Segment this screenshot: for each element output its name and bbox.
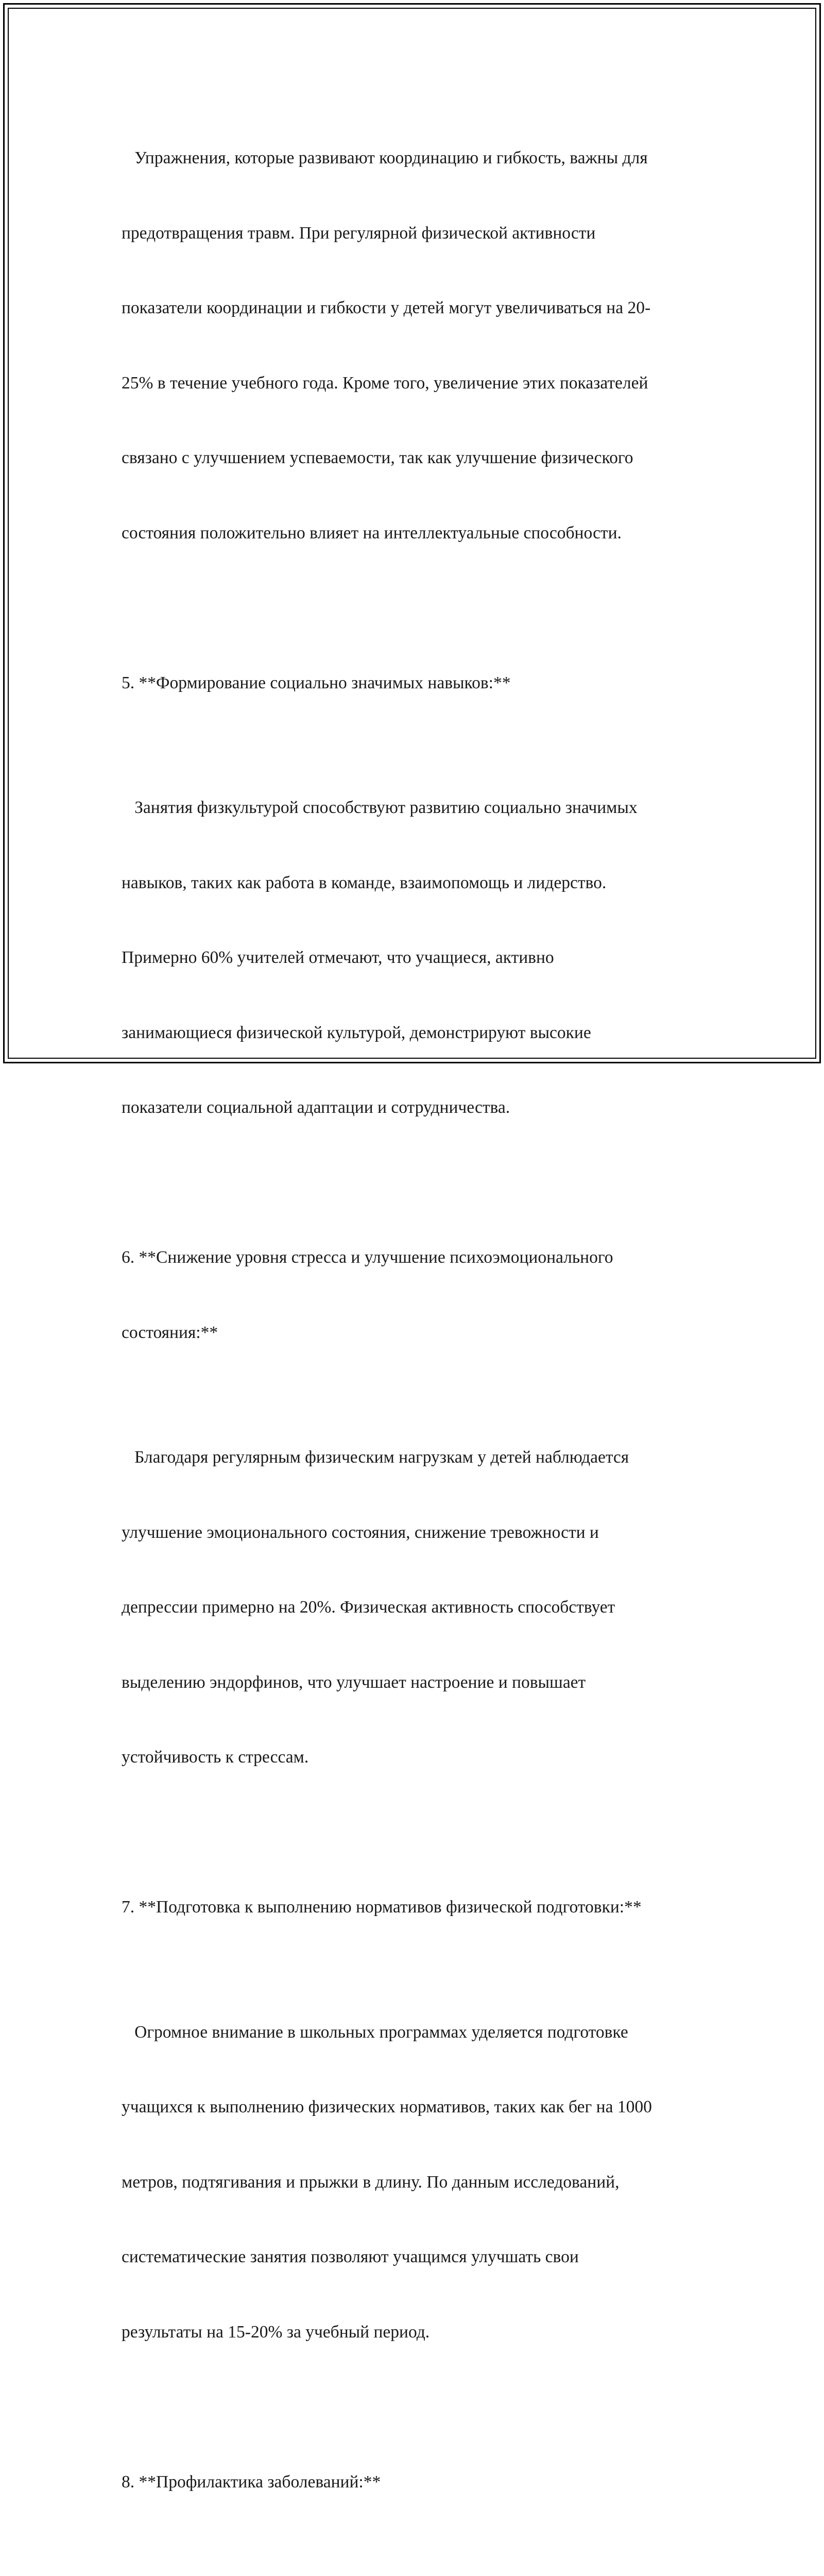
text-line: 25% в течение учебного года. Кроме того, увеличение этих показателей bbox=[122, 371, 709, 396]
section-8 bbox=[122, 2420, 709, 2576]
text-line: предотвращения травм. При регулярной физической активности bbox=[122, 221, 709, 246]
text-line: занимающиеся физической культурой, демонстрируют высокие bbox=[122, 1021, 709, 1046]
section-heading bbox=[122, 1845, 709, 1970]
section-paragraph bbox=[122, 1395, 709, 1820]
text-line: состояния положительно влияет на интеллектуальные способности. bbox=[122, 521, 709, 546]
heading-line: состояния:** bbox=[122, 1320, 709, 1346]
paragraph-spacer bbox=[122, 596, 709, 621]
section-paragraph bbox=[122, 2545, 709, 2576]
section-6 bbox=[122, 1195, 709, 1820]
section-heading bbox=[122, 1195, 709, 1395]
text-line: Упражнения, которые развивают координацию и гибкость, важны для bbox=[122, 146, 709, 171]
text-line: учащихся к выполнению физических нормативов, таких как бег на 1000 bbox=[122, 2095, 709, 2120]
intro-paragraph bbox=[122, 96, 709, 596]
text-line: систематические занятия позволяют учащимся улучшать свои bbox=[122, 2245, 709, 2270]
text-line: улучшение эмоционального состояния, снижение тревожности и bbox=[122, 1520, 709, 1546]
text-line: показатели социальной адаптации и сотрудничества. bbox=[122, 1095, 709, 1121]
heading-line: 6. **Снижение уровня стресса и улучшение психоэмоционального bbox=[122, 1245, 709, 1270]
text-line: навыков, таких как работа в команде, взаимопомощь и лидерство. bbox=[122, 871, 709, 896]
section-paragraph bbox=[122, 745, 709, 1171]
section-5 bbox=[122, 621, 709, 1171]
section-heading bbox=[122, 2420, 709, 2545]
text-line: связано с улучшением успеваемости, так как улучшение физического bbox=[122, 446, 709, 471]
paragraph-spacer bbox=[122, 2395, 709, 2420]
heading-line: 5. **Формирование социально значимых навыков:** bbox=[122, 671, 709, 696]
heading-line: 8. **Профилактика заболеваний:** bbox=[122, 2470, 709, 2495]
text-line: Примерно 60% учителей отмечают, что учащиеся, активно bbox=[122, 945, 709, 971]
paragraph-spacer bbox=[122, 1171, 709, 1196]
text-line: Благодаря регулярным физическим нагрузкам у детей наблюдается bbox=[122, 1445, 709, 1470]
text-line: результаты на 15-20% за учебный период. bbox=[122, 2320, 709, 2345]
heading-line: 7. **Подготовка к выполнению нормативов физической подготовки:** bbox=[122, 1895, 709, 1920]
text-line: метров, подтягивания и прыжки в длину. По данным исследований, bbox=[122, 2170, 709, 2195]
text-line: Огромное внимание в школьных программах уделяется подготовке bbox=[122, 2020, 709, 2045]
document-body bbox=[122, 96, 709, 2576]
text-line: устойчивость к стрессам. bbox=[122, 1745, 709, 1770]
section-heading bbox=[122, 621, 709, 746]
text-line: выделению эндорфинов, что улучшает настроение и повышает bbox=[122, 1670, 709, 1696]
section-paragraph bbox=[122, 1970, 709, 2395]
text-line: Занятия физкультурой способствуют развитию социально значимых bbox=[122, 795, 709, 821]
paragraph-spacer bbox=[122, 1820, 709, 1845]
section-7 bbox=[122, 1845, 709, 2395]
text-line: показатели координации и гибкости у детей могут увеличиваться на 20- bbox=[122, 296, 709, 321]
text-line: депрессии примерно на 20%. Физическая активность способствует bbox=[122, 1595, 709, 1620]
